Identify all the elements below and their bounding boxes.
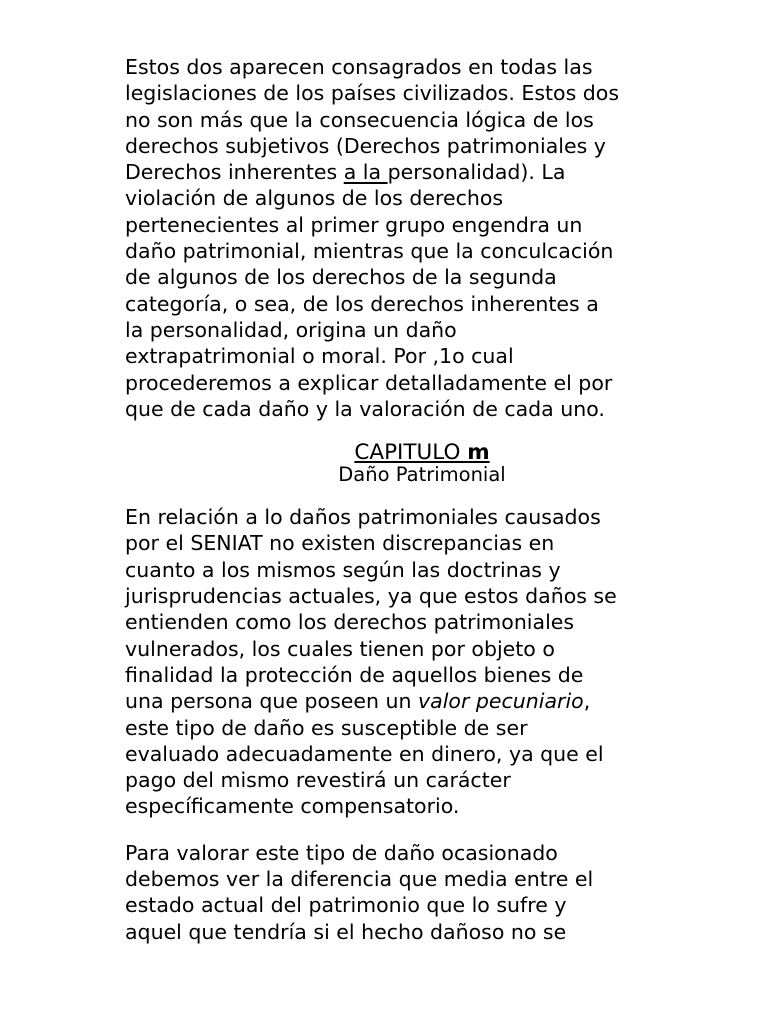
text-line: específicamente compensatorio. <box>125 794 460 819</box>
chapter-title <box>125 442 719 464</box>
text-line: debemos ver la diferencia que media entre el <box>125 867 594 892</box>
text-line: entienden como los derechos patrimoniales <box>125 610 575 635</box>
text-line: Para valorar este tipo de daño ocasionado <box>125 840 558 865</box>
text-line: estado actual del patrimonio que lo sufre y <box>125 893 567 918</box>
text-line: daño patrimonial, mientras que la conculcación <box>125 239 614 264</box>
text-line: vulnerados, los cuales tienen por objeto o <box>125 636 555 661</box>
chapter-heading <box>125 442 719 486</box>
text-line: En relación a lo daños patrimoniales causados <box>125 505 601 530</box>
document-page <box>125 54 665 945</box>
text-line: la personalidad, origina un daño <box>125 317 457 342</box>
paragraph-rights-intro <box>125 54 665 422</box>
text-line: violación de algunos de los derechos <box>125 186 504 211</box>
text-line: que de cada daño y la valoración de cada uno. <box>125 396 605 421</box>
text-line: aquel que tendría si el hecho dañoso no se <box>125 919 567 944</box>
text-line: pago del mismo revestirá un carácter <box>125 768 511 793</box>
text-segment: , <box>583 689 591 714</box>
text-segment: Derechos inherentes <box>125 160 344 185</box>
text-line: de algunos de los derechos de la segunda <box>125 265 557 290</box>
paragraph-patrimonial-damage <box>125 504 665 820</box>
text-line: no son más que la consecuencia lógica de los <box>125 107 594 132</box>
chapter-subtitle: Daño Patrimonial <box>338 463 506 487</box>
text-line <box>125 688 665 714</box>
text-line: jurisprudencias actuales, ya que estos daños se <box>125 584 617 609</box>
text-line <box>125 159 665 185</box>
underlined-text: a la <box>343 160 388 185</box>
text-line: por el SENIAT no existen discrepancias en <box>125 531 555 556</box>
italic-text: valor pecuniario <box>418 689 584 714</box>
text-line: finalidad la protección de aquellos bienes de <box>125 662 584 687</box>
text-line: derechos subjetivos (Derechos patrimoniales y <box>125 133 606 158</box>
text-line: extrapatrimonial o moral. Por ,1o cual <box>125 344 514 369</box>
text-line: este tipo de daño es susceptible de ser <box>125 715 528 740</box>
text-line: cuanto a los mismos según las doctrinas y <box>125 557 561 582</box>
chapter-number: m <box>467 440 490 466</box>
text-segment: personalidad). La <box>387 160 566 185</box>
chapter-label: CAPITULO <box>354 440 468 466</box>
paragraph-valuation <box>125 840 665 945</box>
text-line: procederemos a explicar detalladamente el por <box>125 370 613 395</box>
text-segment: una persona que poseen un <box>125 689 419 714</box>
text-line: legislaciones de los países civilizados. Estos dos <box>125 81 620 106</box>
text-line: categoría, o sea, de los derechos inherentes a <box>125 291 599 316</box>
text-line: evaluado adecuadamente en dinero, ya que el <box>125 741 604 766</box>
text-line: pertenecientes al primer grupo engendra un <box>125 212 583 237</box>
text-line: Estos dos aparecen consagrados en todas las <box>125 55 593 79</box>
